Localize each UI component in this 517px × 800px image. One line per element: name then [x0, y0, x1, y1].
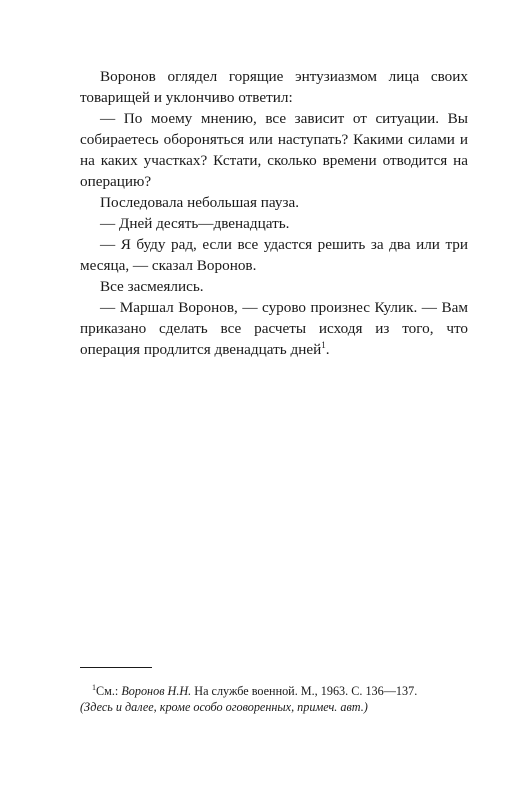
paragraph: — По моему мнению, все зависит от ситуации. Вы собираетесь обороняться или наступать? Какими силами и на каких участках? Кстати, сколько времени отводится на операцию? [80, 110, 468, 190]
paragraph-text: — Маршал Воронов, — сурово произнес Кулик. — Вам приказано сделать все расчеты исходя из того, что операция продлится двенадцать дней [80, 299, 468, 358]
paragraph-with-footnote [80, 297, 468, 360]
footnotes [80, 683, 468, 715]
paragraph: Последовала небольшая пауза. [100, 194, 300, 211]
footnote-note: (Здесь и далее, кроме особо оговоренных, примеч. авт.) [80, 700, 368, 714]
footnote-author: Воронов Н.Н. [121, 684, 192, 698]
paragraph: — Дней десять—двенадцать. [100, 215, 290, 232]
footnote-mark: 1 [92, 682, 96, 692]
period: . [325, 341, 330, 358]
main-text [80, 66, 468, 360]
footnote-citation [80, 683, 468, 699]
footnote-prefix: См.: [96, 684, 122, 698]
footnote-reference: 1 [321, 339, 326, 350]
paragraph: Все засмеялись. [100, 278, 204, 295]
paragraph: Воронов оглядел горящие энтузиазмом лица своих товарищей и уклончиво ответил: [80, 68, 468, 106]
paragraph: — Я буду рад, если все удастся решить за два или три месяца, — сказал Воронов. [80, 236, 468, 274]
footnote-separator [80, 667, 152, 668]
footnote-source: На службе военной. М., 1963. С. 136—137. [191, 684, 418, 698]
